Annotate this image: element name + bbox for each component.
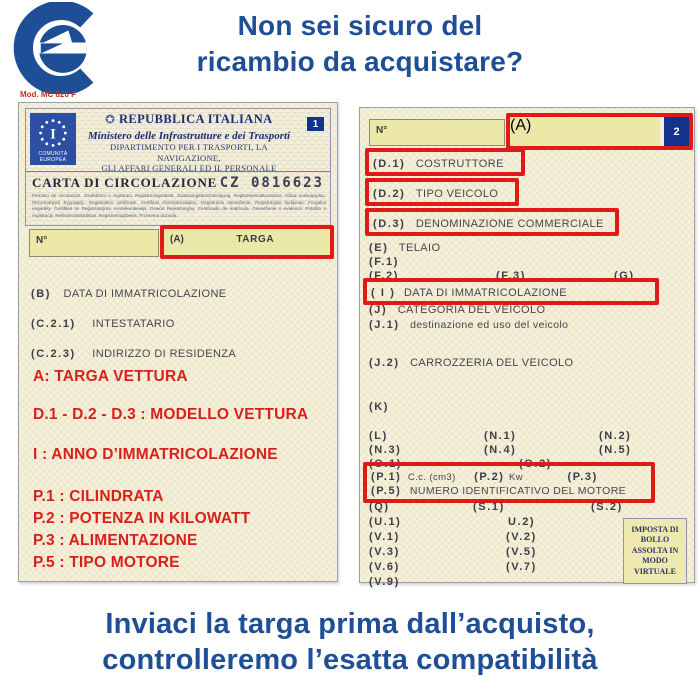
field-code: (P.5) (371, 485, 402, 497)
field-code: (C.2.1) (31, 318, 76, 330)
field-label: COSTRUTTORE (415, 158, 504, 170)
department-line1: DIPARTIMENTO PER I TRASPORTI, LA NAVIGAZIONE, (110, 142, 268, 163)
highlight-d3 (365, 208, 619, 236)
annotation-tipo-motore: P.5 : TIPO MOTORE (33, 554, 180, 571)
plate-field-highlight (160, 225, 334, 259)
plate-field (510, 117, 689, 146)
eu-community-box (30, 113, 76, 165)
field-row-o1: (O.1) (369, 458, 403, 470)
field-row-f2: (F.2) (369, 270, 399, 282)
field-code: (D.3) (373, 218, 406, 230)
number-label: N° (376, 125, 388, 136)
svg-text:I: I (50, 126, 56, 143)
field-code: (P.2) (474, 471, 505, 483)
field-row-v7: (V.7) (506, 561, 537, 573)
field-row-j2: (J.2) CARROZZERIA DEL VEICOLO (369, 357, 574, 369)
plate-input (510, 117, 660, 146)
field-label: NUMERO IDENTIFICATIVO DEL MOTORE (409, 485, 627, 497)
plate-code: (A) (510, 117, 532, 134)
field-row-f3: (F.3) (496, 270, 526, 282)
plate-label: TARGA (236, 234, 275, 245)
field-code: (C.2.3) (31, 348, 76, 360)
field-label: DATA DI IMMATRICOLAZIONE (403, 287, 567, 299)
annotation-targa: A: TARGA VETTURA (33, 368, 188, 385)
field-row-j: (J) CATEGORIA DEL VEICOLO (369, 304, 546, 316)
field-code: (B) (31, 288, 52, 300)
number-label: N° (36, 235, 48, 246)
field-row-g: (G) (614, 270, 635, 282)
registration-doc-page1 (18, 102, 338, 582)
multilingual-text: Permiso de circulación. Osvědčení o registraci. Registreringsattest. Zulassungsbescheinigung. Registreerimistunnistus. Άδεια κυκλοφορίας. Πιστοποιητικό Εγγραφής. Registration certificate. Certificat d'immatriculation. Registrácie osvedčenie. Registracijos liudijimas. Forgalmi engedély. Ċertifikat ta' Reġistrazzjoni. Kentekenbewijs. Dowód Rejestracyjny. Certificado de matrícula. Osvedčenie o evidencii. Potrdilo o registraciji. Rekisteröintitodistus. Registreringsbevis. Prometna dozvola. (32, 193, 326, 218)
footer-title (0, 606, 700, 679)
field-row-e: (E) TELAIO (369, 242, 441, 254)
republic-title: REPUBBLICA ITALIANA (80, 112, 298, 127)
plate-code: (A) (170, 234, 184, 245)
field-row-j1: (J.1) destinazione ed uso del veicolo (369, 319, 569, 331)
field-label: TIPO VEICOLO (415, 188, 499, 200)
footer-line1: Inviaci la targa prima dall’acquisto, (105, 608, 595, 640)
italy-emblem-icon (105, 114, 115, 124)
highlight-d2 (365, 178, 519, 206)
field-unit: C.c. (cm3) (407, 472, 456, 483)
plate-field-highlight (506, 113, 693, 150)
department-line2: GLI AFFARI GENERALI ED IL PERSONALE (101, 163, 277, 174)
header-divider (26, 171, 330, 172)
field-row-o2: (O.2) (519, 458, 553, 470)
field-code: (P.3) (567, 471, 598, 483)
annotation-anno: I : ANNO D’IMMATRICOLAZIONE (33, 446, 278, 463)
field-unit: Kw (509, 472, 524, 483)
field-code: (D.1) (373, 158, 406, 170)
field-row-n3: (N.3) (369, 444, 402, 456)
field-label: INTESTATARIO (92, 318, 175, 330)
field-row-k: (K) (369, 401, 390, 413)
registration-doc-page2 (359, 107, 695, 588)
footer-line2: controlleremo l’esatta compatibilità (102, 644, 598, 677)
page-title-line2: ricambio da acquistare? (196, 45, 524, 77)
field-label: INDIRIZZO DI RESIDENZA (92, 348, 237, 360)
field-code: (P.1) (371, 471, 402, 483)
page1-badge: 1 (307, 117, 324, 131)
mod-number-label: Mod. MC 820 F (20, 90, 77, 99)
field-row-v6: (V.6) (369, 561, 400, 573)
annotation-alimentazione: P.3 : ALIMENTAZIONE (33, 532, 198, 549)
page2-badge: 2 (664, 117, 689, 146)
field-label: DENOMINAZIONE COMMERCIALE (415, 218, 604, 230)
field-code: ( I ) (371, 287, 396, 299)
field-row-n4: (N.4) (484, 444, 517, 456)
annotation-potenza: P.2 : POTENZA IN KILOWATT (33, 510, 251, 527)
doc-title: CARTA DI CIRCOLAZIONE (32, 175, 218, 190)
field-row-s1: (S.1) (473, 501, 505, 513)
field-row-v1: (V.1) (369, 531, 400, 543)
field-row-u1: (U.1) (369, 516, 402, 528)
field-code: (D.2) (373, 188, 406, 200)
field-row-v2: (V.2) (506, 531, 537, 543)
field-row-v9: (V.9) (369, 576, 400, 588)
field-row-n5: (N.5) (599, 444, 632, 456)
field-row-b (31, 284, 227, 302)
doc1-number-field (29, 229, 159, 257)
field-row-q: (Q) (369, 501, 390, 513)
doc2-number-field (369, 119, 505, 146)
field-row-l: (L) (369, 430, 388, 442)
doc-title-row (32, 175, 324, 191)
doc-serial: CZ 0816623 (219, 175, 324, 191)
eu-caption: COMUNITÀ EUROPEA (38, 151, 68, 163)
doc1-titles (80, 112, 298, 174)
annotation-modello: D.1 - D.2 - D.3 : MODELLO VETTURA (33, 406, 309, 423)
page-title-line1: Non sei sicuro del (237, 10, 483, 41)
annotation-cilindrata: P.1 : CILINDRATA (33, 488, 164, 505)
eu-stars-icon (33, 117, 73, 151)
plate-field (164, 229, 330, 255)
field-row-c21 (31, 314, 175, 332)
doc1-header (25, 108, 331, 226)
field-row-c23 (31, 344, 236, 362)
page-title (60, 8, 660, 80)
field-row-v5: (V.5) (506, 546, 537, 558)
field-row-v3: (V.3) (369, 546, 400, 558)
field-row-s2: (S.2) (591, 501, 623, 513)
field-row-u2: U.2) (508, 516, 536, 528)
field-row-f1: (F.1) (369, 256, 399, 268)
ministry-title: Ministero delle Infrastrutture e dei Trasporti (87, 130, 291, 142)
bollo-stamp: IMPOSTA DI BOLLO ASSOLTA IN MODO VIRTUALE (623, 518, 687, 584)
field-row-n2: (N.2) (599, 430, 632, 442)
field-label: DATA DI IMMATRICOLAZIONE (63, 288, 227, 300)
field-row-n1: (N.1) (484, 430, 517, 442)
highlight-d1 (365, 148, 525, 176)
